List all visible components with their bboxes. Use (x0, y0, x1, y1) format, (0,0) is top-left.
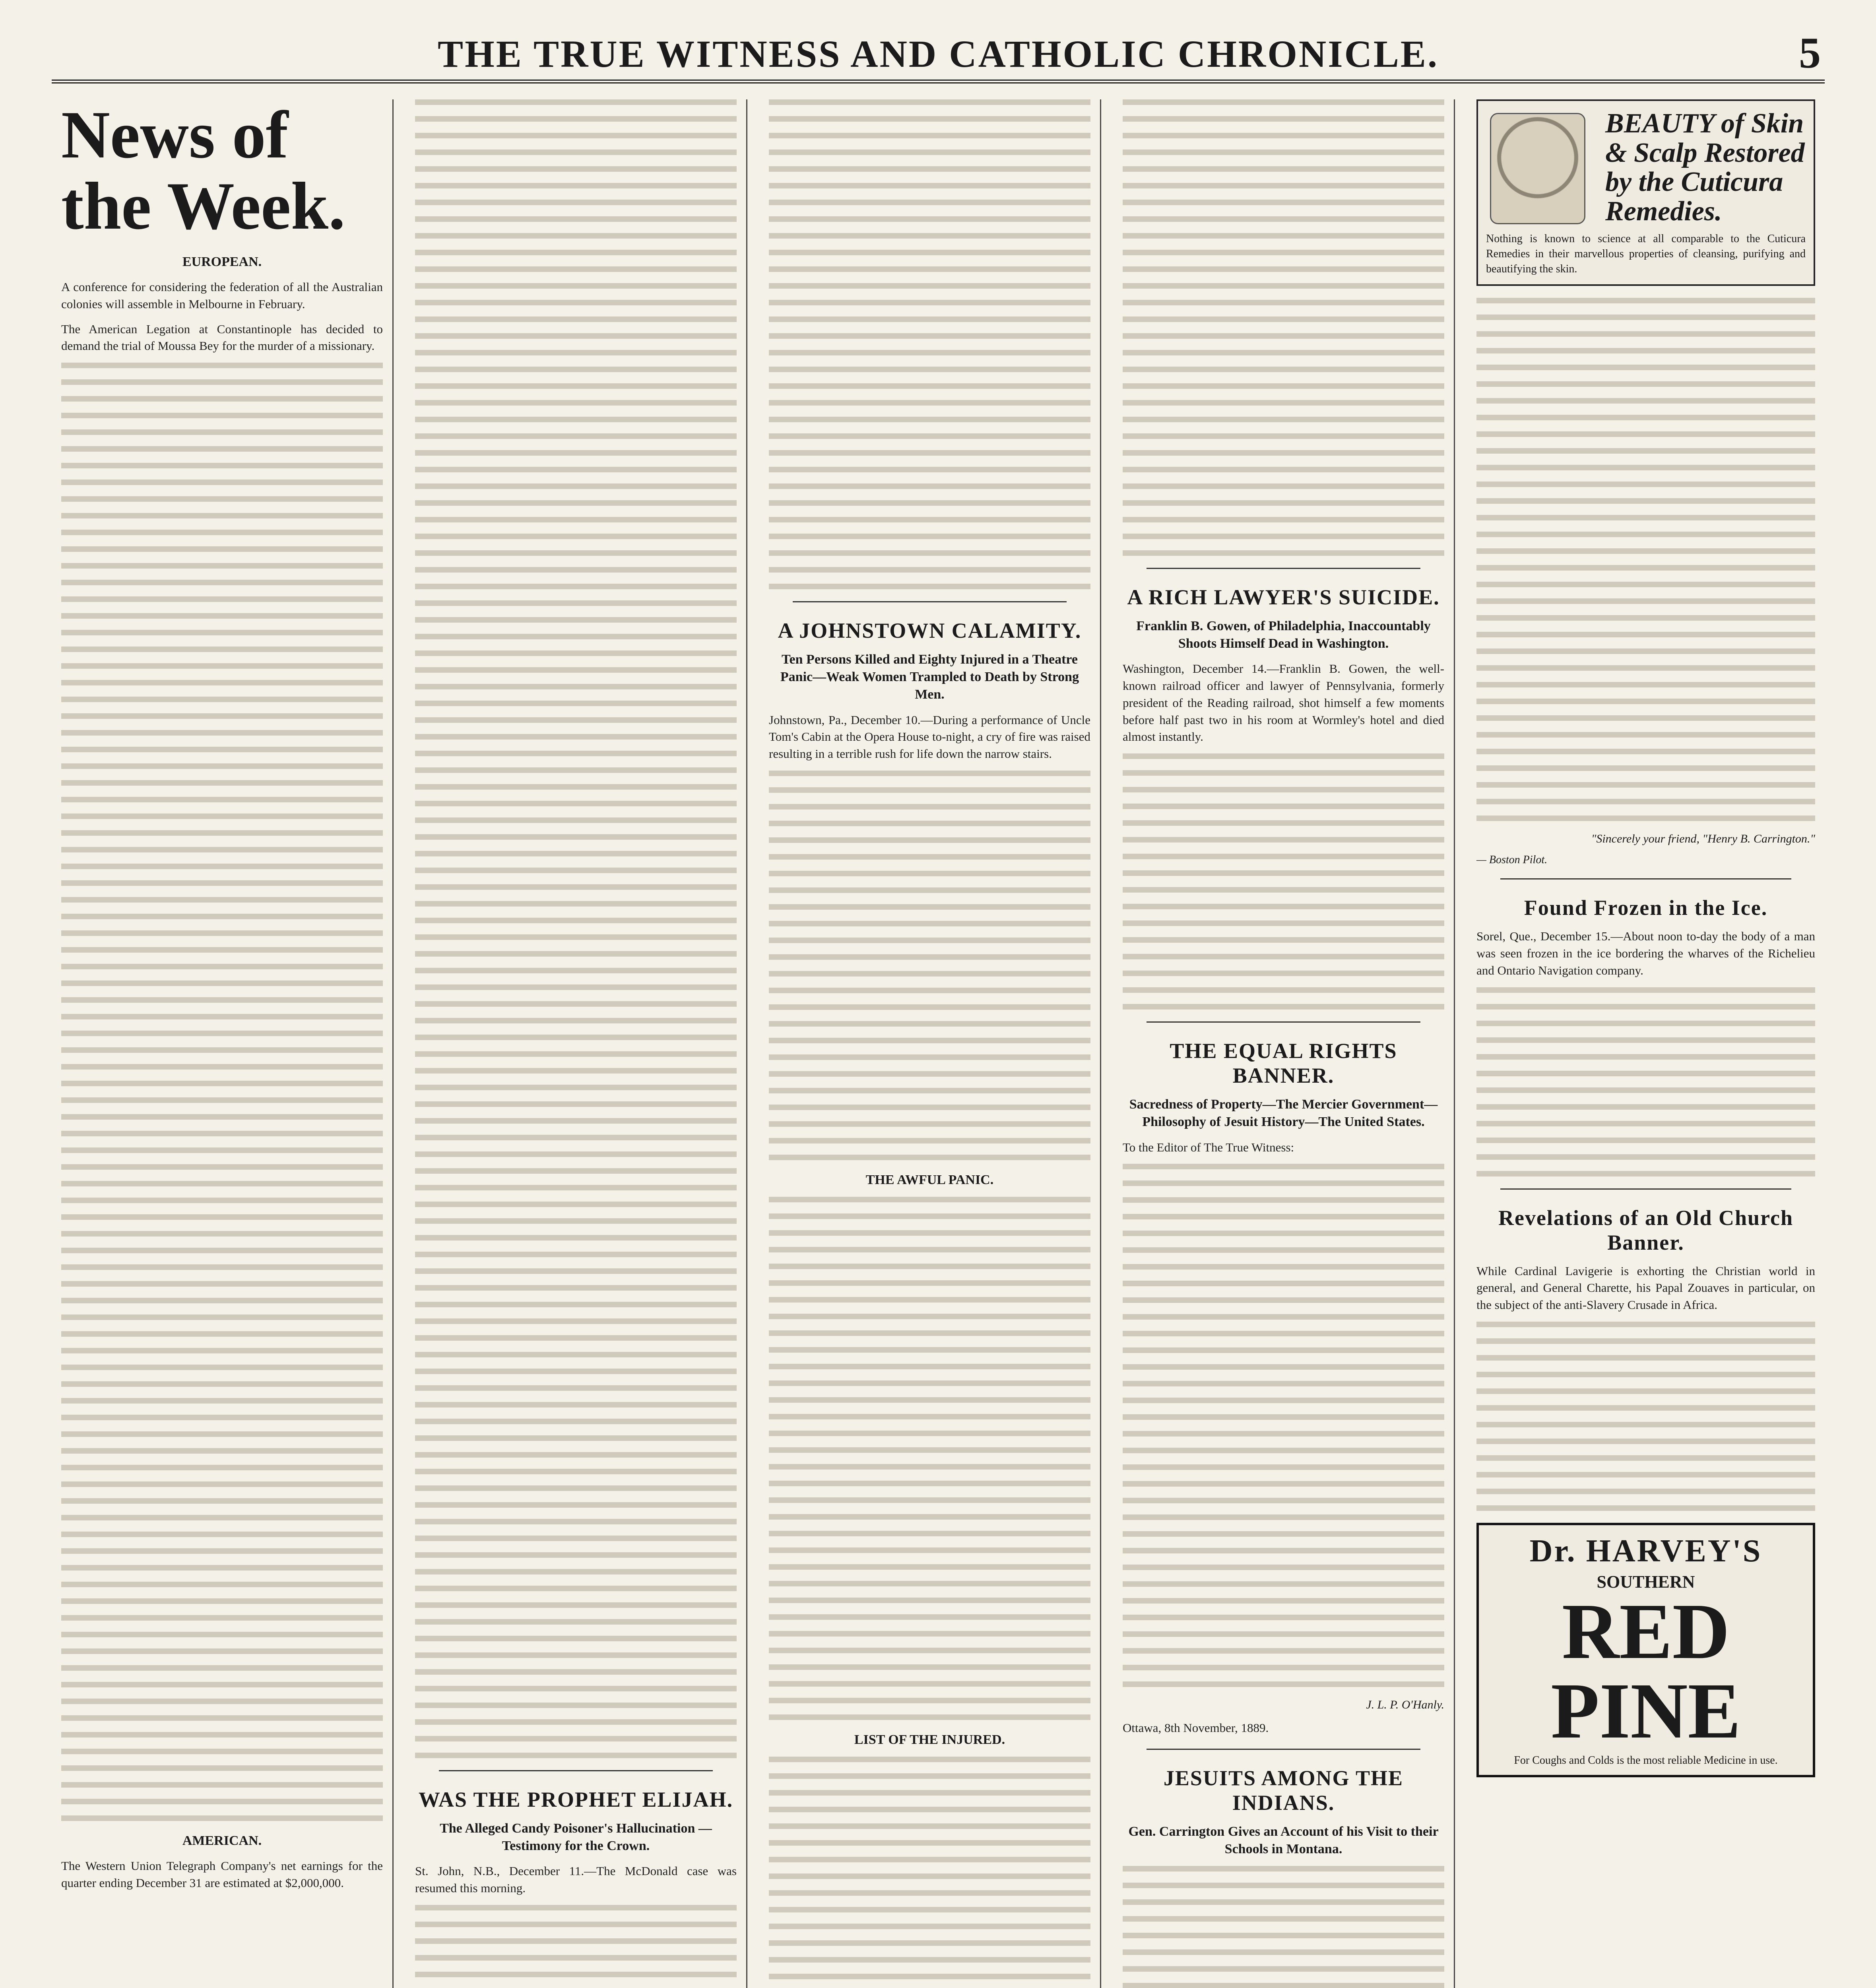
letter-signature: "Sincerely your friend, "Henry B. Carrington." (1591, 832, 1815, 846)
rich-lawyer-subheading: Franklin B. Gowen, of Philadelphia, Inaccountably Shoots Himself Dead in Washington. (1136, 619, 1431, 651)
letter-dateline: Ottawa, 8th November, 1889. (1123, 1721, 1269, 1735)
divider (1500, 1188, 1791, 1190)
divider (1500, 878, 1791, 879)
prophet-elijah-heading: WAS THE PROPHET ELIJAH. (418, 1788, 733, 1811)
jesuits-subheading: Gen. Carrington Gives an Account of his Visit to their Schools in Montana. (1128, 1824, 1439, 1857)
column-2 (405, 99, 747, 1988)
article-text-block (769, 1197, 1090, 1720)
rich-lawyer-suicide-heading: A RICH LAWYER'S SUICIDE. (1127, 585, 1440, 609)
page-number: 5 (1799, 29, 1821, 77)
letter-signature: J. L. P. O'Hanly. (1366, 1698, 1444, 1712)
divider (439, 1770, 713, 1771)
article-text-block (1123, 753, 1444, 1010)
johnstown-subheading: Ten Persons Killed and Eighty Injured in a Theatre Panic—Weak Women Trampled to Death by Strong Men. (780, 652, 1079, 702)
article-paragraph: The Western Union Telegraph Company's net earnings for the quarter ending December 31 are estimated at $2,000,000. (61, 1859, 383, 1890)
article-paragraph: A conference for considering the federation of all the Australian colonies will assemble in Melbourne in February. (61, 280, 383, 311)
masthead (52, 24, 1825, 83)
cuticura-ad-title: BEAUTY of Skin & Scalp Restored by the Cuticura Remedies. (1605, 108, 1805, 227)
news-of-the-week-headline: News of the Week. (61, 99, 345, 243)
article-text-block (1476, 987, 1815, 1176)
divider (1147, 1749, 1420, 1750)
article-text-block (1476, 298, 1815, 821)
section-american-heading: AMERICAN. (182, 1833, 262, 1848)
article-text-block (61, 363, 383, 1821)
article-text-block (1123, 99, 1444, 556)
red-pine-ad-tagline: For Coughs and Colds is the most reliable Medicine in use. (1514, 1754, 1778, 1767)
article-paragraph: Johnstown, Pa., December 10.—During a performance of Uncle Tom's Cabin at the Opera House to-night, a cry of fire was raised resulting in a terrible rush for life down the narrow stairs. (769, 712, 1090, 761)
red-pine-ad-brand: Dr. HARVEY'S (1529, 1533, 1762, 1569)
awful-panic-subheading: THE AWFUL PANIC. (865, 1172, 994, 1187)
church-banner-heading: Revelations of an Old Church Banner. (1498, 1206, 1794, 1254)
cuticura-ad-body: Nothing is known to science at all comparable to the Cuticura Remedies in their marvellous properties of cleansing, purifying and beautifying the skin. (1486, 233, 1806, 275)
section-european-heading: EUROPEAN. (182, 254, 262, 269)
newspaper-title: THE TRUE WITNESS AND CATHOLIC CHRONICLE. (438, 33, 1439, 75)
article-text-block (769, 99, 1090, 589)
article-text-block (415, 99, 737, 1758)
article-text-block (1123, 1164, 1444, 1687)
newspaper-page (52, 24, 1825, 1988)
red-pine-ad-southern: SOUTHERN (1597, 1572, 1695, 1592)
divider (793, 601, 1067, 602)
article-paragraph: While Cardinal Lavigerie is exhorting the Christian world in general, and General Charette, his Papal Zouaves in particular, on the subject of the anti-Slavery Crusade in Africa. (1476, 1264, 1815, 1312)
baby-illustration (1490, 113, 1585, 224)
article-text-block (1476, 1322, 1815, 1511)
article-paragraph: To the Editor of The True Witness: (1123, 1140, 1294, 1154)
red-pine-ad-title: RED PINE (1551, 1587, 1741, 1755)
found-frozen-heading: Found Frozen in the Ice. (1524, 896, 1768, 920)
column-4 (1113, 99, 1455, 1988)
article-text-block (1123, 1866, 1444, 1988)
prophet-elijah-subheading: The Alleged Candy Poisoner's Hallucination —Testimony for the Crown. (440, 1821, 712, 1854)
cuticura-advertisement (1476, 99, 1815, 286)
divider (1147, 1021, 1420, 1023)
article-paragraph: St. John, N.B., December 11.—The McDonald case was resumed this morning. (415, 1864, 737, 1895)
article-paragraph: Washington, December 14.—Franklin B. Gowen, the well-known railroad officer and lawyer of Pennsylvania, formerly president of the Reading railroad, shot himself a few moments before half past two in his room at Wormley's hotel and died almost instantly. (1123, 662, 1444, 744)
article-text-block (769, 771, 1090, 1160)
equal-rights-subheading: Sacredness of Property—The Mercier Government—Philosophy of Jesuit History—The United States. (1129, 1097, 1438, 1130)
article-paragraph: Sorel, Que., December 15.—About noon to-day the body of a man was seen frozen in the ice bordering the wharves of the Richelieu and Ontario Navigation company. (1476, 929, 1815, 977)
article-paragraph: The American Legation at Constantinople has decided to demand the trial of Moussa Bey for the murder of a missionary. (61, 322, 383, 353)
equal-rights-banner-heading: THE EQUAL RIGHTS BANNER. (1170, 1039, 1397, 1088)
article-text-block (769, 1757, 1090, 1988)
johnstown-calamity-heading: A JOHNSTOWN CALAMITY. (778, 619, 1082, 643)
column-5 (1467, 99, 1825, 1988)
red-pine-advertisement (1476, 1523, 1815, 1777)
column-1 (52, 99, 394, 1988)
list-of-injured-subheading: LIST OF THE INJURED. (854, 1732, 1005, 1747)
column-3 (759, 99, 1101, 1988)
article-text-block (415, 1905, 737, 1988)
jesuits-among-indians-heading: JESUITS AMONG THE INDIANS. (1163, 1766, 1404, 1815)
divider (1147, 568, 1420, 569)
source-credit: — Boston Pilot. (1476, 854, 1548, 866)
